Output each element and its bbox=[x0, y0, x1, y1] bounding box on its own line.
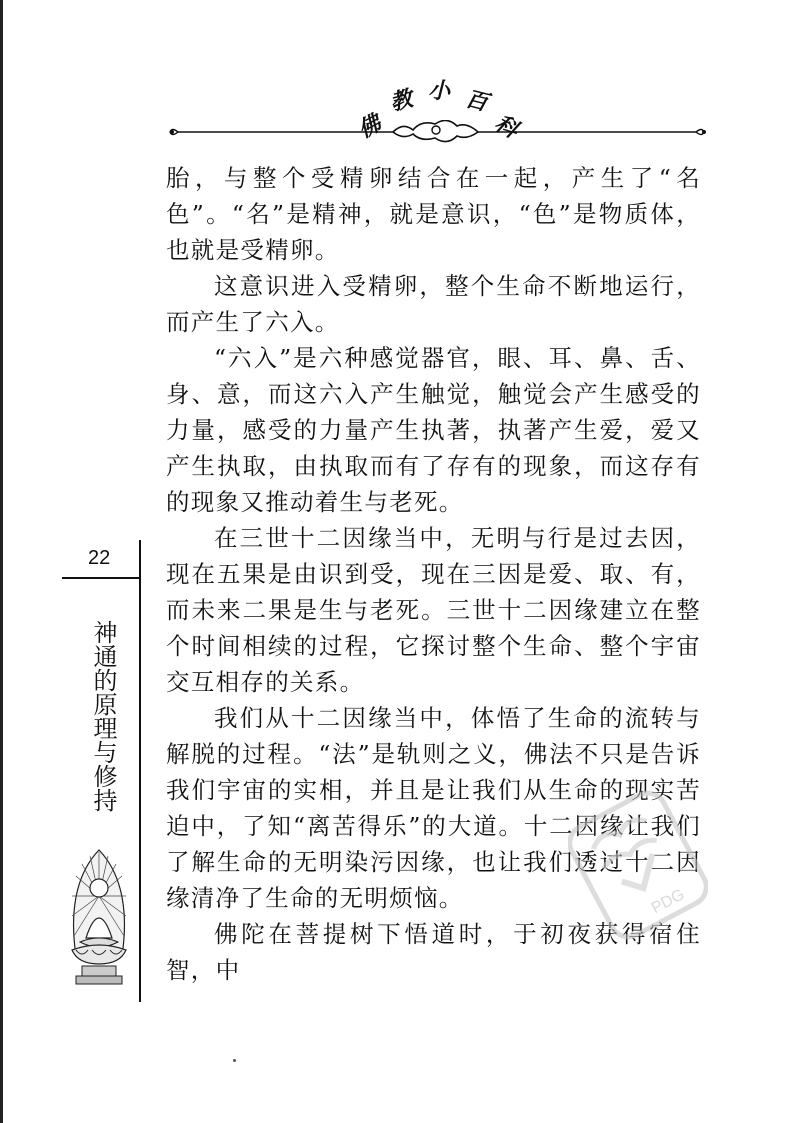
header-char-5: 科 bbox=[490, 110, 523, 144]
header-ornament-rule bbox=[168, 120, 708, 144]
paragraph-1: 胎，与整个受精卵结合在一起，产生了“名色”。“名”是精神，就是意识，“色”是物质体，也就是受精卵。 bbox=[166, 164, 701, 264]
paragraph-6: 佛陀在菩提树下悟道时，于初夜获得宿住智，中 bbox=[166, 920, 701, 984]
header-char-3: 小 bbox=[428, 78, 451, 104]
paragraph-4: 在三世十二因缘当中，无明与行是过去因，现在五果是由识到受，现在三因是爱、取、有，而未来二果是生与老死。三世十二因缘建立在整个时间相续的过程，它探讨整个生命、整个宇宙交互相存的关系。 bbox=[166, 524, 701, 696]
page-number: 22 bbox=[88, 547, 111, 569]
paragraph-2: 这意识进入受精卵，整个生命不断地运行，而产生了六入。 bbox=[166, 272, 701, 336]
watermark-text: PDG bbox=[648, 886, 688, 918]
stray-mark bbox=[233, 1059, 236, 1062]
pdg-watermark-stamp bbox=[568, 790, 708, 940]
header-char-4: 百 bbox=[462, 85, 491, 117]
page-left-edge bbox=[0, 0, 3, 1123]
side-rule-horizontal bbox=[62, 577, 140, 579]
paragraph-3: “六入”是六种感觉器官，眼、耳、鼻、舌、身、意，而这六入产生触觉，触觉会产生感受的力量，感受的力量产生执著，执著产生爱，爱又产生执取，由执取而有了存有的现象，而这存有的现象又推动着生与老死。 bbox=[166, 344, 701, 516]
side-rule-vertical bbox=[139, 540, 141, 1002]
header-char-1: 佛 bbox=[353, 110, 386, 144]
buddha-figure-icon bbox=[62, 846, 136, 986]
paragraph-5: 我们从十二因缘当中，体悟了生命的流转与解脱的过程。“法”是轨则之义，佛法不只是告诉我们宇宙的实相，并且是让我们从生命的现实苦迫中，了知“离苦得乐”的大道。十二因缘让我们了解生命的无明染污因缘，也让我们透过十二因缘清净了生命的无明烦恼。 bbox=[166, 704, 701, 912]
side-book-title: 神通的原理与修持 bbox=[89, 620, 117, 812]
header-char-2: 教 bbox=[387, 85, 416, 117]
